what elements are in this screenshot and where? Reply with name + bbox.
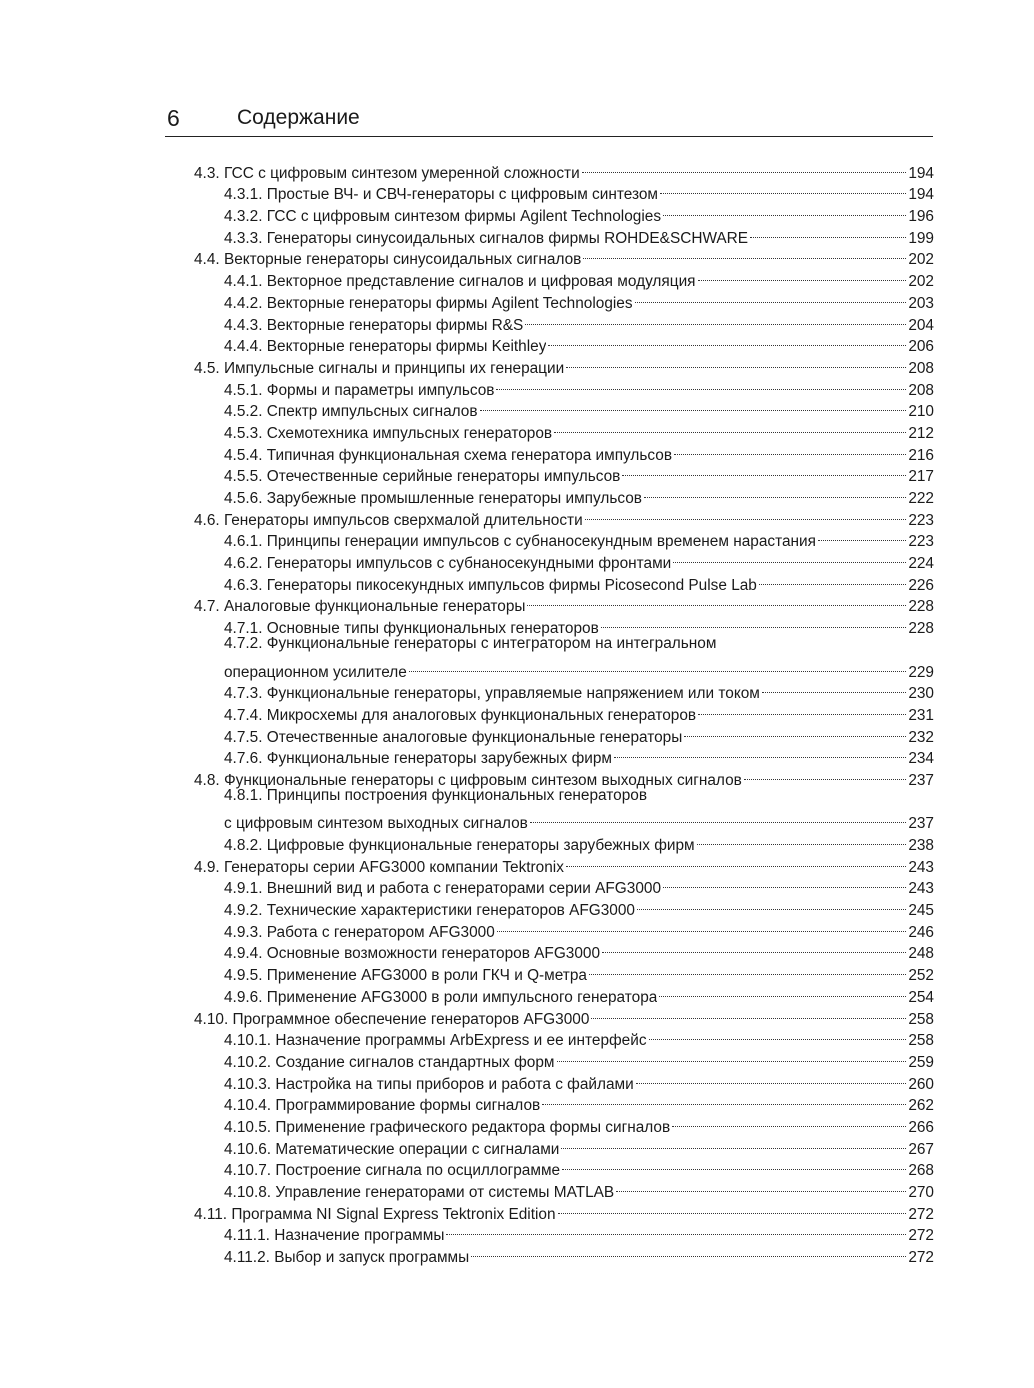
toc-subsection-entry	[194, 633, 934, 655]
toc-dot-leader	[583, 243, 906, 265]
toc-entry-title: 4.11. Программа NI Signal Express Tektronix Edition	[194, 1205, 556, 1223]
toc-entry-title: 4.9.6. Применение AFG3000 в роли импульсного генератора	[224, 988, 658, 1006]
toc-dot-leader	[558, 1197, 907, 1219]
toc-entry-page: 223	[908, 511, 934, 529]
toc-entry-page: 194	[908, 164, 934, 182]
toc-entry-title: 4.11.2. Выбор и запуск программы	[224, 1249, 470, 1267]
toc-entry-title: 4.8. Функциональные генераторы с цифровым синтезом выходных сигналов	[194, 771, 742, 789]
toc-dot-leader	[562, 1154, 906, 1176]
toc-dot-leader	[674, 438, 906, 460]
toc-dot-leader	[614, 742, 906, 764]
toc-dot-leader	[635, 286, 907, 308]
toc-subsection-entry	[194, 807, 934, 833]
toc-dot-leader	[554, 416, 906, 438]
toc-dot-leader	[585, 503, 907, 525]
toc-entry-title: 4.6.3. Генераторы пикосекундных импульсов фирмы Picosecond Pulse Lab	[224, 576, 757, 594]
toc-subsection-entry	[194, 785, 934, 807]
toc-dot-leader	[616, 1175, 906, 1197]
toc-entry-page: 258	[908, 1032, 934, 1050]
toc-dot-leader	[409, 655, 906, 677]
toc-dot-leader	[663, 872, 906, 894]
toc-dot-leader	[659, 980, 906, 1002]
toc-dot-leader	[698, 698, 906, 720]
toc-entry-page: 232	[908, 728, 934, 746]
toc-entry-page: 208	[908, 359, 934, 377]
toc-entry-title: 4.4. Векторные генераторы синусоидальных сигналов	[194, 251, 582, 269]
toc-entry-title: 4.10.8. Управление генераторами от системы MATLAB	[224, 1184, 615, 1201]
toc-entry-page: 270	[908, 1184, 934, 1201]
toc-entry-page: 262	[908, 1097, 934, 1115]
toc-entry-title: 4.6.2. Генераторы импульсов с субнаносекундными фронтами	[224, 555, 672, 573]
toc-dot-leader	[557, 1045, 907, 1067]
toc-dot-leader	[672, 1110, 906, 1132]
toc-entry-page: 204	[908, 316, 934, 334]
toc-dot-leader	[589, 958, 906, 980]
toc-entry-page: 252	[908, 967, 934, 985]
toc-entry-page: 272	[908, 1249, 934, 1267]
toc-dot-leader	[446, 1219, 906, 1241]
toc-dot-leader	[496, 373, 906, 395]
toc-entry-title: 4.10.3. Настройка на типы приборов и работа с файлами	[224, 1075, 634, 1093]
toc-entry-page: 272	[908, 1205, 934, 1223]
toc-dot-leader	[663, 199, 906, 221]
toc-dot-leader	[497, 915, 907, 937]
toc-dot-leader	[548, 330, 906, 352]
toc-subsection-entry	[194, 655, 934, 681]
toc-dot-leader	[673, 546, 906, 568]
toc-entry-page: 259	[908, 1053, 934, 1071]
toc-entry-page: 229	[908, 663, 934, 681]
toc-dot-leader	[684, 720, 906, 742]
toc-dot-leader	[744, 763, 907, 785]
toc-entry-title: 4.9.4. Основные возможности генераторов AFG3000	[224, 945, 601, 963]
toc-dot-leader	[530, 807, 907, 829]
toc-entry-title: 4.8.1. Принципы построения функциональных генераторов	[224, 786, 647, 804]
toc-entry-title: 4.5.1. Формы и параметры импульсов	[224, 381, 495, 399]
toc-entry-title: 4.10.1. Назначение программы ArbExpress и ее интерфейс	[224, 1032, 647, 1050]
toc-entry-page: 228	[908, 620, 934, 638]
toc-dot-leader	[601, 611, 907, 633]
toc-entry-title: 4.5. Импульсные сигналы и принципы их генерации	[194, 359, 565, 377]
toc-entry-title: 4.7.4. Микросхемы для аналоговых функциональных генераторов	[224, 706, 697, 724]
toc-section-entry	[194, 156, 934, 182]
toc-entry-page: 260	[908, 1075, 934, 1093]
toc-entry-title: 4.5.5. Отечественные серийные генераторы импульсов	[224, 468, 621, 486]
toc-dot-leader	[525, 308, 906, 330]
toc-entry-title: 4.9.3. Работа с генератором AFG3000	[224, 923, 495, 941]
toc-entry-title: 4.8.2. Цифровые функциональные генераторы зарубежных фирм	[224, 837, 695, 854]
toc-entry-title: 4.6.1. Принципы генерации импульсов с субнаносекундным временем нарастания	[224, 533, 816, 551]
toc-dot-leader	[660, 178, 906, 200]
toc-dot-leader	[622, 460, 906, 482]
toc-entry-page: 243	[908, 858, 934, 876]
toc-entry-title: 4.7.1. Основные типы функциональных генераторов	[224, 620, 599, 638]
toc-entry-page: 248	[908, 945, 934, 963]
toc-dot-leader	[698, 264, 907, 286]
toc-dot-leader	[697, 828, 907, 850]
page-number: 6	[167, 105, 180, 131]
toc-entry-page: 272	[908, 1227, 934, 1245]
toc-entry-title: 4.3.2. ГСС с цифровым синтезом фирмы Agilent Technologies	[224, 208, 662, 226]
toc-dot-leader	[750, 221, 906, 243]
running-title: Содержание	[237, 106, 360, 129]
toc-dot-leader	[818, 525, 906, 547]
toc-entry-page: 231	[908, 706, 934, 724]
toc-dot-leader	[602, 937, 906, 959]
toc-entry-page: 224	[908, 555, 934, 573]
toc-entry-page: 266	[908, 1118, 934, 1136]
toc-dot-leader	[566, 351, 906, 373]
toc-dot-leader	[480, 395, 907, 417]
toc-entry-page: 245	[908, 902, 934, 920]
toc-entry-title: с цифровым синтезом выходных сигналов	[224, 815, 528, 833]
toc-dot-leader	[759, 568, 906, 590]
toc-entry-page: 217	[908, 468, 934, 486]
toc-entry-title: 4.9. Генераторы серии AFG3000 компании Tektronix	[194, 858, 564, 876]
toc-entry-title: 4.5.6. Зарубежные промышленные генераторы импульсов	[224, 490, 642, 507]
toc-entry-title: 4.10.4. Программирование формы сигналов	[224, 1097, 541, 1115]
toc-entry-title: 4.3.3. Генераторы синусоидальных сигналов фирмы ROHDE&SCHWARE	[224, 229, 749, 247]
toc-entry-page: 228	[908, 598, 934, 616]
toc-dot-leader	[542, 1089, 906, 1111]
toc-entry-page: 223	[908, 533, 934, 551]
toc-entry-page: 234	[908, 750, 934, 768]
toc-entry-title: операционном усилителе	[224, 663, 407, 681]
toc-dot-leader	[636, 1067, 907, 1089]
toc-dot-leader	[649, 1024, 907, 1046]
toc-dot-leader	[561, 1132, 906, 1154]
toc-entry-title: 4.9.5. Применение AFG3000 в роли ГКЧ и Q-метра	[224, 967, 587, 985]
toc-entry-page: 267	[908, 1140, 934, 1158]
toc-entry-title: 4.10. Программное обеспечение генераторов AFG3000	[194, 1010, 590, 1028]
toc-entry-page: 222	[908, 490, 934, 507]
toc-entry-page: 196	[908, 208, 934, 226]
toc-entry-page: 199	[908, 229, 934, 247]
toc-entry-title: 4.10.2. Создание сигналов стандартных форм	[224, 1053, 555, 1071]
toc-entry-page: 258	[908, 1010, 934, 1028]
toc-entry-page: 237	[908, 771, 934, 789]
toc-entry-page: 254	[908, 988, 934, 1006]
toc-entry-title: 4.7.6. Функциональные генераторы зарубежных фирм	[224, 750, 612, 768]
page-header	[165, 104, 933, 137]
toc-dot-leader	[762, 677, 906, 699]
toc-entry-title: 4.9.1. Внешний вид и работа с генераторами серии AFG3000	[224, 880, 662, 898]
toc-dot-leader	[527, 590, 906, 612]
toc-entry-page: 226	[908, 576, 934, 594]
toc-entry-page: 212	[908, 424, 934, 442]
toc-entry-title: 4.3. ГСС с цифровым синтезом умеренной сложности	[194, 164, 580, 182]
toc-entry-title: 4.11.1. Назначение программы	[224, 1227, 445, 1245]
toc-entry-title: 4.3.1. Простые ВЧ- и СВЧ-генераторы с цифровым синтезом	[224, 186, 658, 204]
toc-entry-page: 202	[908, 273, 934, 291]
toc-entry-page: 194	[908, 186, 934, 204]
toc-entry-title: 4.7.5. Отечественные аналоговые функциональные генераторы	[224, 728, 683, 746]
toc-entry-title: 4.10.6. Математические операции с сигналами	[224, 1140, 560, 1158]
toc-entry-page: 216	[908, 446, 934, 464]
toc-entry-title: 4.7.2. Функциональные генераторы с интегратором на интегральном	[224, 635, 717, 653]
toc-dot-leader	[644, 481, 906, 503]
toc-entry-page: 238	[908, 837, 934, 854]
toc-entry-page: 202	[908, 251, 934, 269]
toc-dot-leader	[582, 156, 907, 178]
toc-dot-leader	[471, 1240, 906, 1262]
toc-entry-title: 4.5.4. Типичная функциональная схема генератора импульсов	[224, 446, 673, 464]
toc-entry-title: 4.4.4. Векторные генераторы фирмы Keithley	[224, 338, 547, 356]
toc-entry-page: 243	[908, 880, 934, 898]
toc-entry-page: 237	[908, 815, 934, 833]
toc-entry-page: 210	[908, 403, 934, 421]
toc-entry-title: 4.4.2. Векторные генераторы фирмы Agilent Technologies	[224, 294, 633, 312]
toc-entry-page: 230	[908, 685, 934, 703]
toc-entry-title: 4.7. Аналоговые функциональные генераторы	[194, 598, 526, 616]
toc-dot-leader	[591, 1002, 906, 1024]
table-of-contents	[194, 156, 934, 1267]
toc-entry-page: 208	[908, 381, 934, 399]
toc-entry-title: 4.9.2. Технические характеристики генераторов AFG3000	[224, 902, 635, 920]
toc-entry-page: 203	[908, 294, 934, 312]
toc-dot-leader	[637, 893, 906, 915]
toc-entry-page: 268	[908, 1162, 934, 1180]
toc-entry-title: 4.5.2. Спектр импульсных сигналов	[224, 403, 478, 421]
toc-entry-title: 4.10.5. Применение графического редактора формы сигналов	[224, 1118, 671, 1136]
toc-entry-title: 4.5.3. Схемотехника импульсных генераторов	[224, 424, 553, 442]
toc-entry-title: 4.4.1. Векторное представление сигналов и цифровая модуляция	[224, 273, 696, 291]
toc-entry-title: 4.6. Генераторы импульсов сверхмалой длительности	[194, 511, 583, 529]
toc-entry-title: 4.7.3. Функциональные генераторы, управляемые напряжением или током	[224, 685, 760, 703]
toc-entry-title: 4.4.3. Векторные генераторы фирмы R&S	[224, 316, 524, 334]
toc-entry-title: 4.10.7. Построение сигнала по осциллограмме	[224, 1162, 561, 1180]
toc-dot-leader	[566, 850, 906, 872]
toc-entry-page: 246	[908, 923, 934, 941]
toc-entry-page: 206	[908, 338, 934, 356]
